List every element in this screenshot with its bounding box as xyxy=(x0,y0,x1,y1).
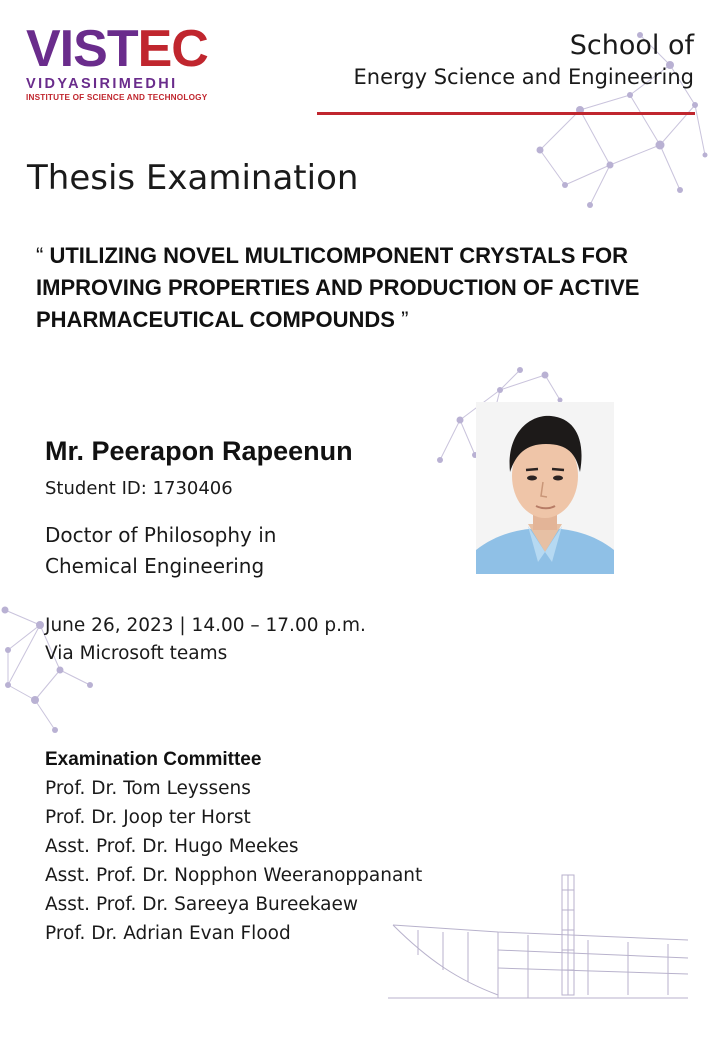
degree-line-1: Doctor of Philosophy in xyxy=(45,523,277,547)
page-title: Thesis Examination xyxy=(27,158,359,198)
committee-member: Asst. Prof. Dr. Hugo Meekes xyxy=(45,836,299,857)
thesis-title-text: UTILIZING NOVEL MULTICOMPONENT CRYSTALS FOR IMPROVING PROPERTIES AND PRODUCTION OF ACTIVE PHARMACEUTICAL COMPOUNDS xyxy=(36,243,640,332)
committee-section xyxy=(45,745,422,948)
committee-member: Prof. Dr. Adrian Evan Flood xyxy=(45,923,291,944)
student-portrait-icon xyxy=(476,402,614,574)
committee-member: Prof. Dr. Tom Leyssens xyxy=(45,778,251,799)
venue: Via Microsoft teams xyxy=(45,643,228,664)
logo-wordmark-main: VIST xyxy=(26,20,138,78)
committee-title: Examination Committee xyxy=(45,749,262,770)
school-divider xyxy=(317,112,695,115)
school-block xyxy=(354,30,694,89)
committee-member: Asst. Prof. Dr. Sareeya Bureekaew xyxy=(45,894,358,915)
student-name: Mr. Peerapon Rapeenun xyxy=(45,436,353,466)
degree xyxy=(45,520,345,582)
degree-line-2: Chemical Engineering xyxy=(45,554,265,578)
student-id: Student ID: 1730406 xyxy=(45,478,233,499)
schedule xyxy=(45,612,366,668)
date-time: June 26, 2023 | 14.00 – 17.00 p.m. xyxy=(45,615,366,636)
committee-member: Prof. Dr. Joop ter Horst xyxy=(45,807,251,828)
school-name: Energy Science and Engineering xyxy=(353,65,694,89)
building-sketch-illustration xyxy=(388,870,688,1005)
vistec-logo xyxy=(26,20,236,102)
close-quote: ” xyxy=(401,307,409,332)
thesis-title xyxy=(36,240,676,336)
student-photo xyxy=(476,402,614,574)
open-quote: “ xyxy=(36,243,44,268)
school-label: School of xyxy=(569,30,694,61)
logo-wordmark-accent: EC xyxy=(137,20,208,78)
logo-tagline: INSTITUTE OF SCIENCE AND TECHNOLOGY xyxy=(26,93,208,102)
committee-member: Asst. Prof. Dr. Nopphon Weeranoppanant xyxy=(45,865,423,886)
logo-wordmark xyxy=(26,20,236,78)
logo-subtitle: VIDYASIRIMEDHI xyxy=(26,76,178,92)
